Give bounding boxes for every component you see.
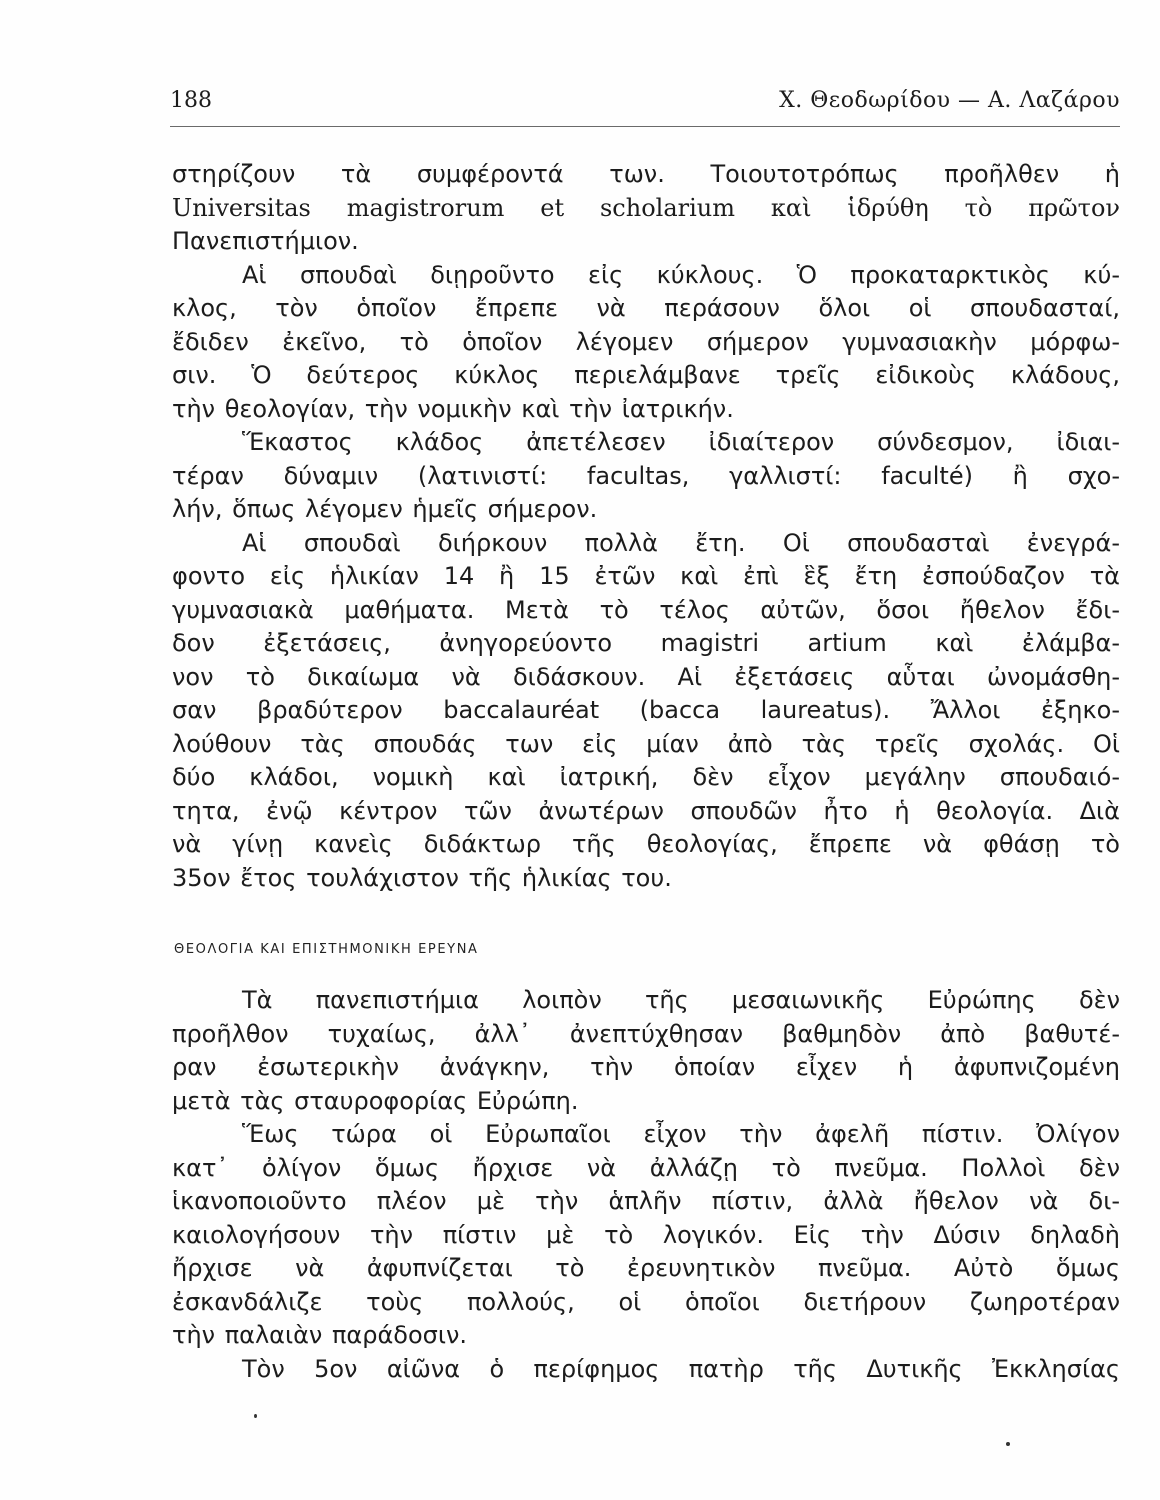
text-line: λήν, ὅπως λέγομεν ἡμεῖς σήμερον. bbox=[172, 495, 598, 523]
text-line: σιν. Ὁ δεύτερος κύκλος περιελάμβανε τρεῖς εἰδικοὺς κλάδους, bbox=[172, 361, 1120, 389]
text-line: Ἕως τώρα οἱ Εὐρωπαῖοι εἶχον τὴν ἀφελῆ πίστιν. Ὀλίγον bbox=[242, 1120, 1120, 1148]
text-line: νον τὸ δικαίωμα νὰ διδάσκουν. Αἱ ἐξετάσεις αὗται ὠνομάσθη- bbox=[172, 662, 1120, 691]
running-head: Χ. Θεοδωρίδου — Α. Λαζάρου bbox=[779, 88, 1120, 113]
text-line: Τὰ πανεπιστήμια λοιπὸν τῆς μεσαιωνικῆς Εὐρώπης δὲν bbox=[242, 986, 1120, 1014]
body-text-section-1 bbox=[172, 158, 1120, 895]
text-line: προῆλθον τυχαίως, ἀλλ᾿ ἀνεπτύχθησαν βαθμηδὸν ἀπὸ βαθυτέ- bbox=[172, 1019, 1120, 1048]
text-line: 35ον ἔτος τουλάχιστον τῆς ἡλικίας του. bbox=[172, 863, 672, 892]
text-line: Ἕκαστος κλάδος ἀπετέλεσεν ἰδιαίτερον σύνδεσμον, ἰδιαι- bbox=[242, 428, 1120, 456]
print-speck bbox=[254, 1414, 257, 1418]
text-line: Universitas magistrorum et scholarium καὶ ἱδρύθη τὸ πρῶτον bbox=[172, 193, 1120, 222]
text-line: λούθουν τὰς σπουδάς των εἰς μίαν ἀπὸ τὰς τρεῖς σχολάς. Οἱ bbox=[172, 729, 1120, 758]
text-line: ἔδιδεν ἐκεῖνο, τὸ ὁποῖον λέγομεν σήμερον γυμνασιακὴν μόρφω- bbox=[172, 327, 1120, 356]
text-line: δον ἐξετάσεις, ἀνηγορεύοντο magistri artium καὶ ἐλάμβα- bbox=[172, 629, 1120, 657]
print-speck bbox=[1006, 1442, 1010, 1446]
page-header bbox=[170, 88, 1120, 124]
text-line: κατ᾿ ὀλίγον ὅμως ἤρχισε νὰ ἀλλάζῃ τὸ πνεῦμα. Πολλοὶ δὲν bbox=[172, 1153, 1120, 1182]
text-line: μετὰ τὰς σταυροφορίας Εὐρώπη. bbox=[172, 1086, 579, 1115]
text-line: τὴν παλαιὰν παράδοσιν. bbox=[172, 1321, 468, 1349]
text-line: ἐσκανδάλιζε τοὺς πολλούς, οἱ ὁποῖοι διετήρουν ζωηροτέραν bbox=[172, 1287, 1120, 1316]
text-line: Πανεπιστήμιον. bbox=[172, 227, 359, 255]
text-line: Αἱ σπουδαὶ διήρκουν πολλὰ ἔτη. Οἱ σπουδασταὶ ἐνεγρά- bbox=[242, 528, 1120, 557]
text-line: τὴν θεολογίαν, τὴν νομικὴν καὶ τὴν ἰατρικήν. bbox=[172, 394, 734, 423]
body-text-section-2 bbox=[172, 984, 1120, 1386]
text-line: ἤρχισε νὰ ἀφυπνίζεται τὸ ἐρευνητικὸν πνεῦμα. Αὐτὸ ὅμως bbox=[172, 1254, 1120, 1282]
text-line: Τὸν 5ον αἰῶνα ὁ περίφημος πατὴρ τῆς Δυτικῆς Ἐκκλησίας bbox=[242, 1354, 1120, 1383]
text-line: γυμνασιακὰ μαθήματα. Μετὰ τὸ τέλος αὐτῶν, ὅσοι ἤθελον ἔδι- bbox=[172, 595, 1120, 624]
header-rule bbox=[170, 126, 1120, 127]
text-line: καιολογήσουν τὴν πίστιν μὲ τὸ λογικόν. Εἰς τὴν Δύσιν δηλαδὴ bbox=[172, 1220, 1120, 1249]
text-line: Αἱ σπουδαὶ διῃροῦντο εἰς κύκλους. Ὁ προκαταρκτικὸς κύ- bbox=[242, 260, 1120, 289]
text-line: νὰ γίνῃ κανεὶς διδάκτωρ τῆς θεολογίας, ἔπρεπε νὰ φθάσῃ τὸ bbox=[172, 830, 1120, 858]
text-line: ραν ἐσωτερικὴν ἀνάγκην, τὴν ὁποίαν εἶχεν ἡ ἀφυπνιζομένη bbox=[172, 1053, 1120, 1081]
text-line: δύο κλάδοι, νομικὴ καὶ ἰατρική, δὲν εἶχον μεγάλην σπουδαιό- bbox=[172, 763, 1120, 791]
text-line: ἱκανοποιοῦντο πλέον μὲ τὴν ἁπλῆν πίστιν, ἀλλὰ ἤθελον νὰ δι- bbox=[172, 1187, 1120, 1215]
text-line: τητα, ἐνῷ κέντρον τῶν ἀνωτέρων σπουδῶν ἦτο ἡ θεολογία. Διὰ bbox=[172, 796, 1120, 825]
text-line: τέραν δύναμιν (λατινιστί: facultas, γαλλιστί: faculté) ἢ σχο- bbox=[172, 461, 1120, 490]
page-number: 188 bbox=[170, 88, 212, 113]
text-line: σαν βραδύτερον baccalauréat (bacca laureatus). Ἄλλοι ἐξηκο- bbox=[172, 696, 1120, 724]
text-line: φοντο εἰς ἡλικίαν 14 ἢ 15 ἐτῶν καὶ ἐπὶ ἓξ ἔτη ἐσπούδαζον τὰ bbox=[172, 562, 1120, 590]
section-heading: ΘΕΟΛΟΓΙΑ ΚΑΙ ΕΠΙΣΤΗΜΟΝΙΚΗ ΕΡΕΥΝΑ bbox=[174, 942, 479, 957]
text-line: στηρίζουν τὰ συμφέροντά των. Τοιουτοτρόπως προῆλθεν ἡ bbox=[172, 160, 1120, 188]
text-line: κλος, τὸν ὁποῖον ἔπρεπε νὰ περάσουν ὅλοι οἱ σπουδασταί, bbox=[172, 294, 1120, 322]
